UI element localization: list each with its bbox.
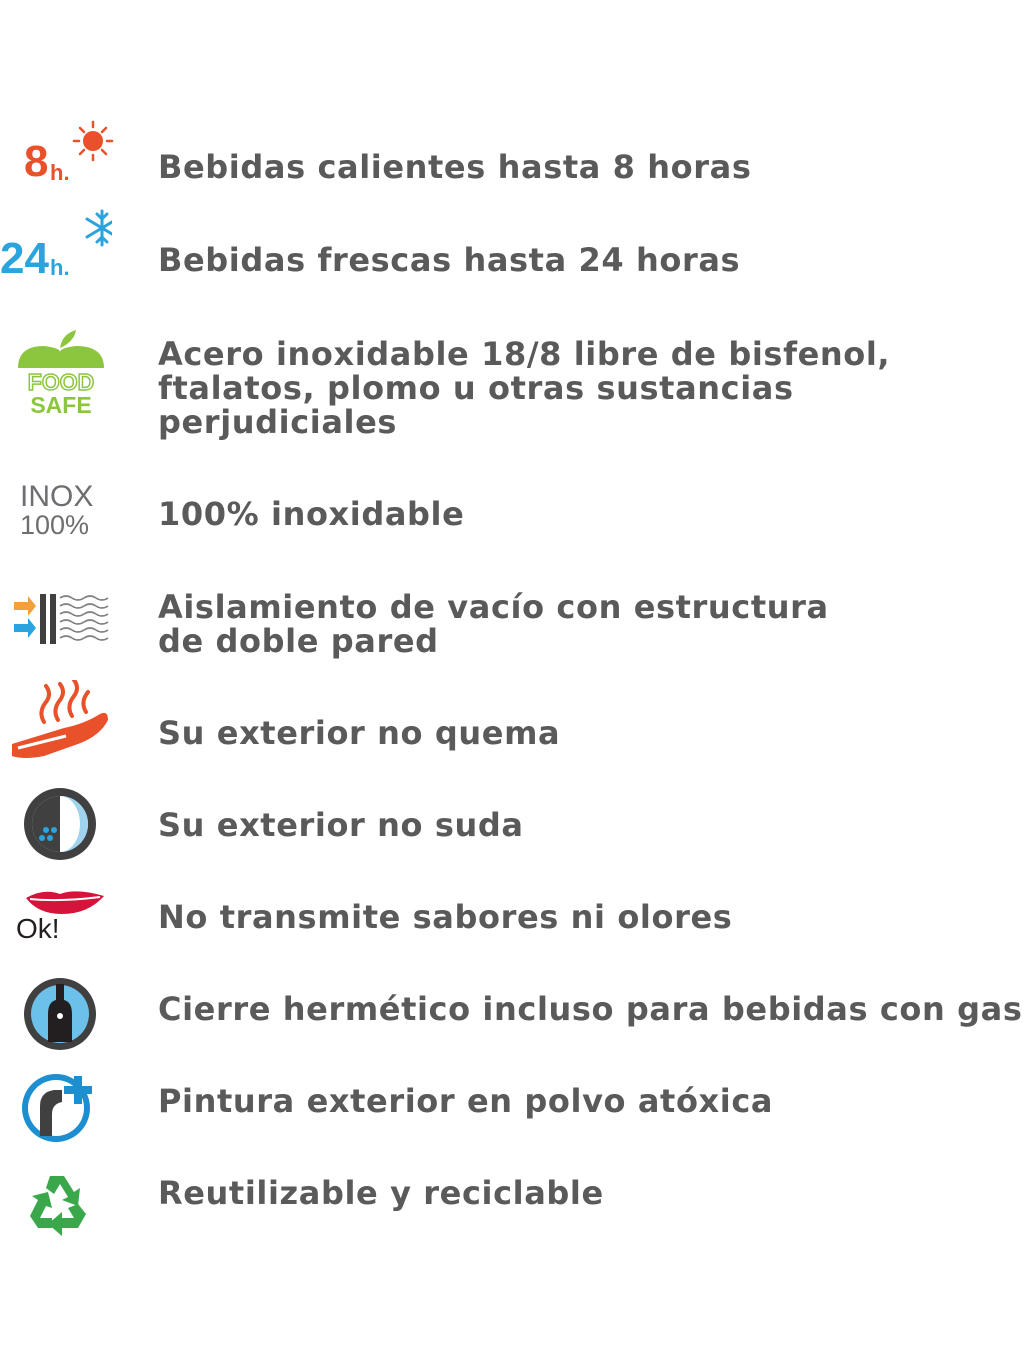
- feature-item-cold-drinks: [0, 205, 1024, 305]
- feature-item-hermetic: [0, 968, 1024, 1068]
- badge-line2: 100%: [20, 510, 90, 540]
- badge-text: Ok!: [16, 913, 60, 944]
- inox-100-icon: [4, 470, 116, 560]
- badge-line1: INOX: [20, 480, 94, 513]
- feature-label: No transmite sabores ni olores: [158, 898, 733, 936]
- feature-item-non-toxic-paint: [0, 1060, 1024, 1160]
- no-sweat-icon: [4, 780, 116, 870]
- feature-label: Cierre hermético incluso para bebidas con gas: [158, 990, 1023, 1028]
- feature-label: Bebidas frescas hasta 24 horas: [158, 241, 741, 279]
- hermetic-seal-icon: [4, 970, 116, 1060]
- recycle-icon: [4, 1162, 116, 1252]
- cold-24-hours-icon: [0, 205, 112, 295]
- feature-label: Bebidas calientes hasta 8 horas: [158, 148, 752, 186]
- feature-label: Su exterior no suda: [158, 806, 524, 844]
- feature-item-no-burn: [0, 680, 1024, 780]
- feature-item-double-wall: [0, 578, 1024, 688]
- feature-label: Acero inoxidable 18/8 libre de bisfenol, ftalatos, plomo u otras sustancias perjudiciales: [158, 335, 891, 441]
- badge-unit: h.: [50, 160, 70, 185]
- badge-unit: h.: [50, 255, 70, 280]
- feature-item-no-sweat: [0, 780, 1024, 880]
- lips-ok-icon: [4, 880, 116, 970]
- snowflake-icon: [87, 211, 112, 245]
- hot-8-hours-icon: [4, 116, 116, 206]
- feature-item-inox: [0, 470, 1024, 570]
- feature-label: Aislamiento de vacío con estructura de doble pared: [158, 588, 829, 660]
- feature-label: 100% inoxidable: [158, 495, 465, 533]
- hand-heat-icon: [4, 680, 116, 770]
- feature-label: Su exterior no quema: [158, 714, 561, 752]
- food-safe-icon: [4, 324, 116, 414]
- badge-line2: SAFE: [30, 392, 92, 414]
- feature-item-recycle: [0, 1160, 1024, 1260]
- double-wall-insulation-icon: [4, 582, 116, 672]
- badge-number: 24: [0, 234, 49, 283]
- feature-item-hot-drinks: [0, 112, 1024, 212]
- non-toxic-paint-icon: [4, 1062, 116, 1152]
- feature-item-food-safe: [0, 320, 1024, 450]
- feature-label: Reutilizable y reciclable: [158, 1174, 604, 1212]
- badge-line1: FOOD: [27, 369, 95, 395]
- feature-item-no-flavors: [0, 880, 1024, 980]
- feature-label: Pintura exterior en polvo atóxica: [158, 1082, 774, 1120]
- badge-number: 8: [24, 137, 49, 186]
